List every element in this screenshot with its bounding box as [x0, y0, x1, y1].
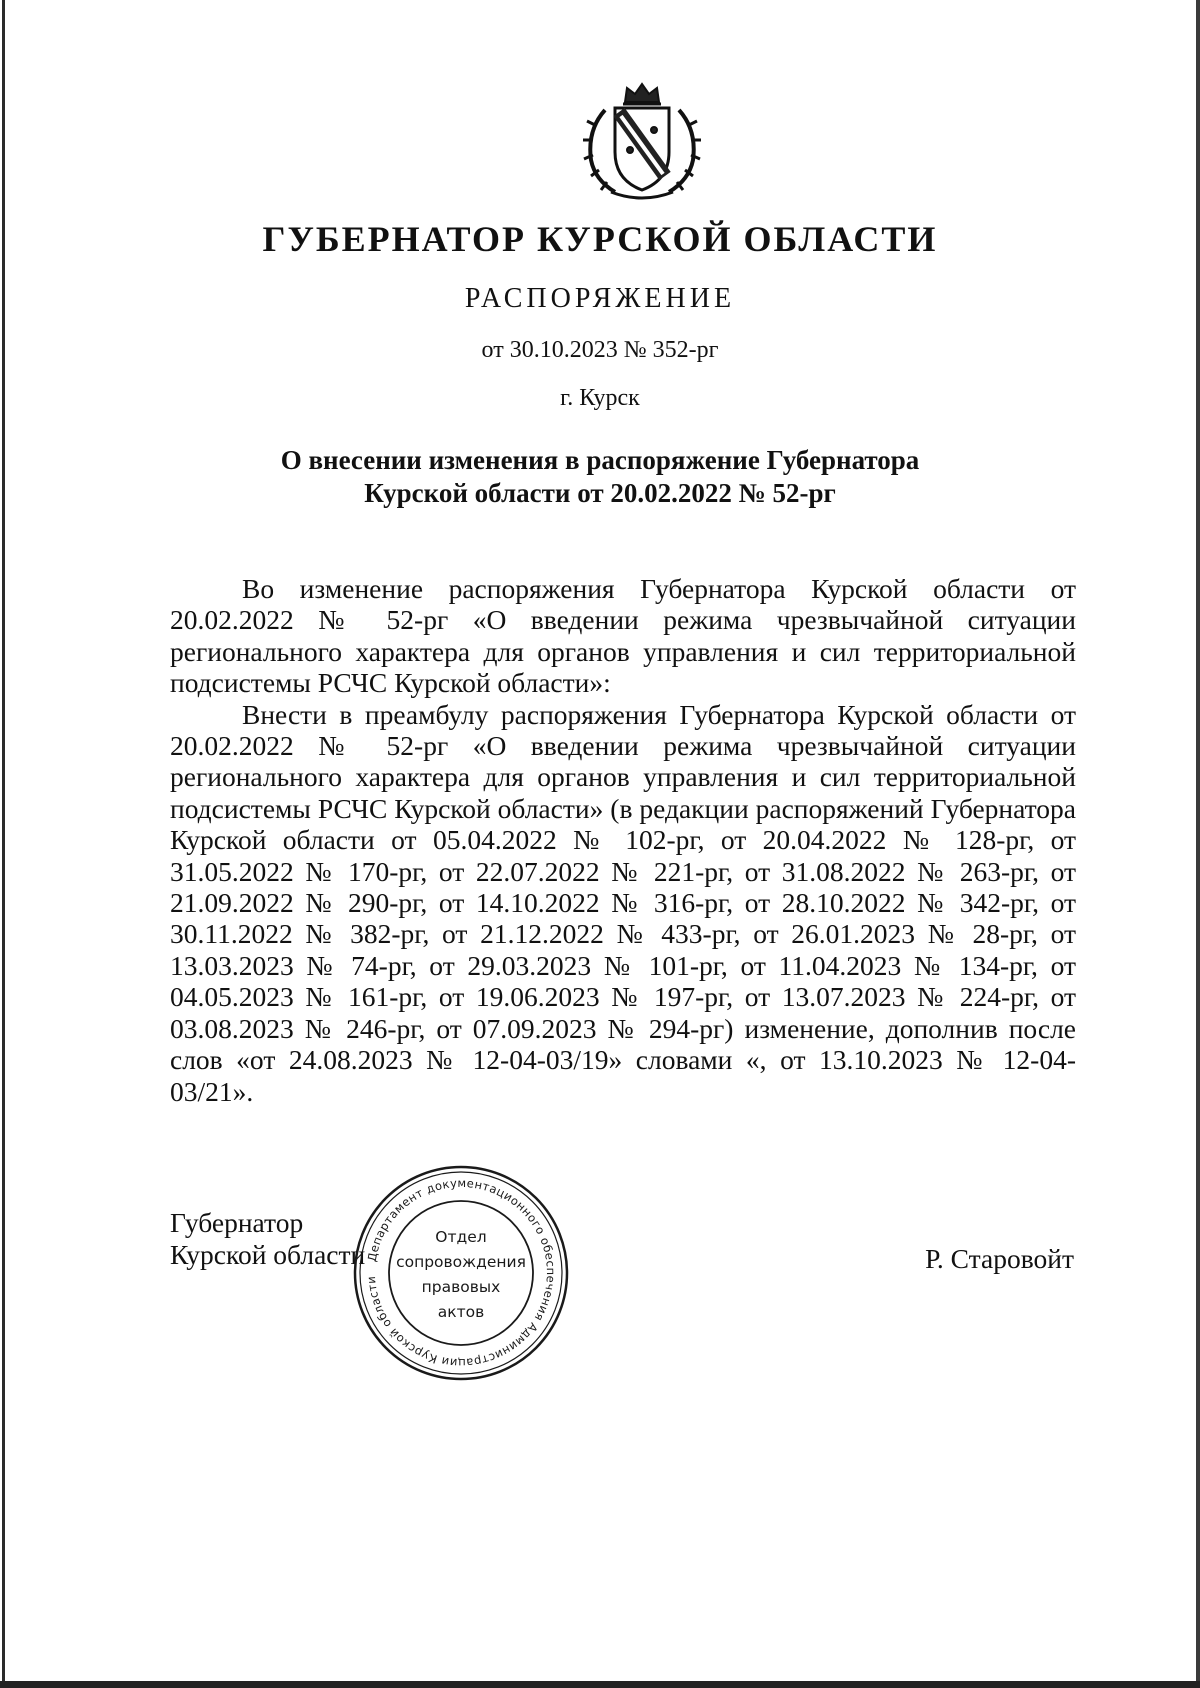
- body-paragraph-1: Во изменение распоряжения Губернатора Курской области от 20.02.2022 № 52-рг «О введении режима чрезвычайной ситуации регионального характера для органов управления и сил территориальной подсистемы РСЧС Курской области»:: [170, 573, 1076, 699]
- subject-line-1: О внесении изменения в распоряжение Губернатора: [280, 445, 920, 475]
- issuing-authority: ГУБЕРНАТОР КУРСКОЙ ОБЛАСТИ: [262, 219, 938, 259]
- stamp-center-line-4: актов: [437, 1303, 485, 1321]
- document-number: от 30.10.2023 № 352-рг: [481, 337, 719, 363]
- signatory-name: Р. Старовойт: [925, 1243, 1074, 1274]
- stamp-center-line-1: Отдел: [435, 1228, 487, 1246]
- document-city: г. Курск: [560, 385, 640, 411]
- document-type: РАСПОРЯЖЕНИЕ: [464, 283, 736, 314]
- body-paragraph-2: Внести в преамбулу распоряжения Губернатора Курской области от 20.02.2022 № 52-рг «О введении режима чрезвычайной ситуации регионального характера для органов управления и сил территориальной подсистемы РСЧС Курской области» (в редакции распоряжений Губернатора Курской области от 05.04.2022 № 102-рг, от 20.04.2022 № 128-рг, от 31.05.2022 № 170-рг, от 22.07.2022 № 221-рг, от 31.08.2022 № 263-рг, от 21.09.2022 № 290-рг, от 14.10.2022 № 316-рг, от 28.10.2022 № 342-рг, от 30.11.2022 № 382-рг, от 21.12.2022 № 433-рг, от 26.01.2023 № 28-рг, от 13.03.2023 № 74-рг, от 29.03.2023 № 101-рг, от 11.04.2023 № 134-рг, от 04.05.2023 № 161-рг, от 19.06.2023 № 197-рг, от 13.07.2023 № 224-рг, от 03.08.2023 № 246-рг, от 07.09.2023 № 294-рг) изменение, дополнив после слов «от 24.08.2023 № 12-04-03/19» словами «, от 13.10.2023 № 12-04-03/21».: [170, 698, 1076, 1107]
- document-body: [170, 573, 1076, 1107]
- scan-edge-bottom: [0, 1681, 1200, 1688]
- coat-of-arms-icon: [575, 80, 709, 204]
- stamp-center-line-3: правовых: [421, 1278, 501, 1296]
- document-subject: [0, 444, 1200, 510]
- stamp-center-line-2: сопровождения: [396, 1253, 526, 1271]
- subject-line-2: Курской области от 20.02.2022 № 52-рг: [364, 478, 836, 508]
- signatory-title-line-1: Губернатор: [170, 1207, 304, 1238]
- signatory-title: [170, 1207, 365, 1271]
- signatory-title-line-2: Курской области: [170, 1239, 366, 1270]
- stamp-center-text: [383, 1225, 539, 1325]
- stamp-ring-text: Департамент документационного обеспечения Администрации Курской области: [363, 1175, 559, 1371]
